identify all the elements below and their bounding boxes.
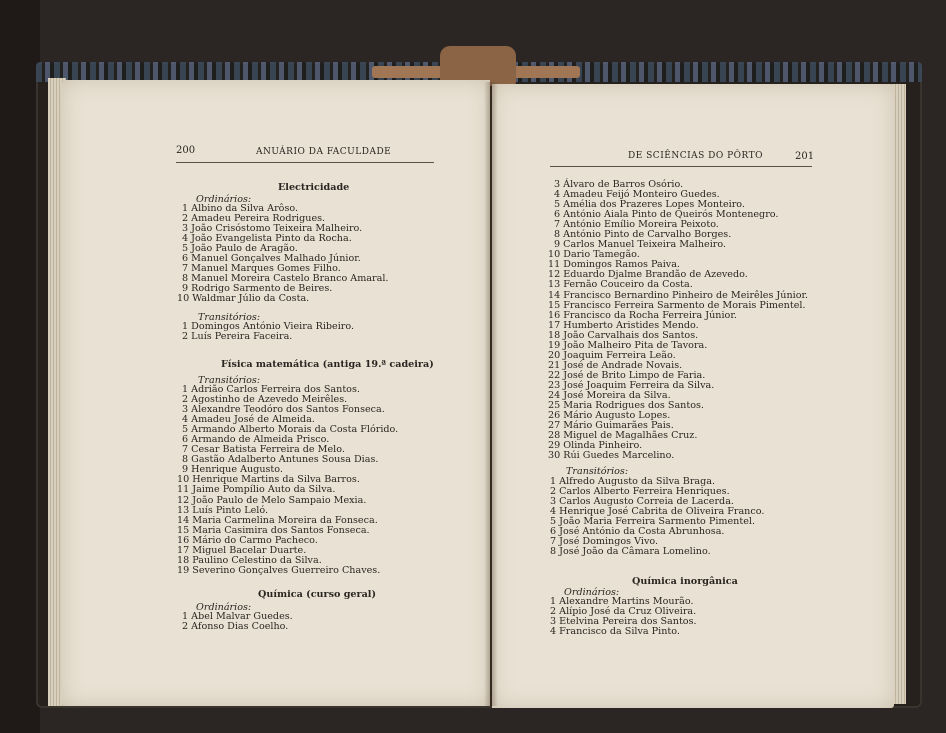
- backdrop: [0, 0, 40, 733]
- list-item: 4 Amadeu José de Almeida.: [182, 414, 315, 426]
- list-quimica-inorganica-ordinarios: [550, 597, 697, 637]
- list-item: 19 Severino Gonçalves Guerreiro Chaves.: [177, 564, 381, 576]
- list-item: 4 Henrique José Cabrita de Oliveira Franco.: [550, 506, 765, 518]
- list-item: 3 Álvaro de Barros Osório.: [554, 179, 684, 190]
- book-gutter: [484, 82, 498, 706]
- list-item: 4 Amadeu Feijó Monteiro Guedes.: [554, 189, 720, 201]
- list-item: 18 Paulino Celestino da Silva.: [177, 554, 322, 566]
- list-item: 3 Etelvina Pereira dos Santos.: [550, 616, 697, 628]
- list-item: 13 Fernão Couceiro da Costa.: [548, 279, 693, 291]
- list-item: 10 Waldmar Júlio da Costa.: [177, 293, 310, 305]
- list-item: 6 Manuel Gonçalves Malhado Júnior.: [182, 253, 361, 265]
- list-quimica-ordinarios-continued: [548, 179, 809, 462]
- list-item: 1 Albino da Silva Arôso.: [182, 203, 299, 214]
- right-page-number: 201: [795, 151, 815, 162]
- list-item: 2 Alípio José da Cruz Oliveira.: [550, 606, 697, 618]
- list-item: 6 Armando de Almeida Prisco.: [182, 434, 330, 446]
- right-running-header: DE SCIÊNCIAS DO PÔRTO: [628, 151, 764, 161]
- section-heading-electricidade: Electricidade: [278, 182, 350, 193]
- list-item: 28 Miguel de Magalhães Cruz.: [548, 430, 698, 442]
- list-item: 15 Maria Casimira dos Santos Fonseca.: [177, 524, 370, 536]
- list-item: 18 João Carvalhais dos Santos.: [548, 329, 699, 341]
- list-item: 5 João Paulo de Aragão.: [182, 243, 298, 255]
- list-item: 14 Francisco Bernardino Pinheiro de Meirêles Júnior.: [548, 289, 809, 301]
- list-item: 5 Armando Alberto Morais da Costa Flórido.: [182, 424, 399, 436]
- list-item: 10 Dario Tamegão.: [548, 249, 640, 261]
- list-item: 23 José Joaquim Ferreira da Silva.: [548, 379, 715, 391]
- section-heading-quimica-inorganica: Química inorgânica: [632, 576, 738, 587]
- list-item: 9 Rodrigo Sarmento de Beires.: [182, 283, 333, 295]
- list-item: 30 Rúi Guedes Marcelino.: [548, 450, 675, 462]
- list-item: 12 Eduardo Djalme Brandão de Azevedo.: [548, 269, 748, 281]
- list-item: 7 António Emílio Moreira Peixoto.: [554, 219, 719, 231]
- section-heading-fisica-matematica: Física matemática (antiga 19.ª cadeira): [221, 359, 434, 370]
- list-item: 14 Maria Carmelina Moreira da Fonseca.: [177, 514, 378, 526]
- list-item: 5 Amélia dos Prazeres Lopes Monteiro.: [554, 199, 745, 211]
- list-fisica-transitorios: [177, 384, 399, 576]
- list-item: 1 Alfredo Augusto da Silva Braga.: [550, 476, 716, 487]
- list-item: 7 Manuel Marques Gomes Filho.: [182, 263, 341, 275]
- list-item: 11 Jaime Pompílio Auto da Silva.: [177, 484, 336, 496]
- list-item: 3 Alexandre Teodóro dos Santos Fonseca.: [182, 404, 385, 416]
- list-item: 17 Miguel Bacelar Duarte.: [177, 544, 307, 556]
- list-item: 17 Humberto Aristides Mendo.: [548, 319, 699, 331]
- list-item: 1 Adrião Carlos Ferreira dos Santos.: [182, 384, 360, 395]
- list-item: 5 João Maria Ferreira Sarmento Pimentel.: [550, 516, 756, 528]
- list-item: 12 João Paulo de Melo Sampaio Mexia.: [177, 494, 367, 506]
- list-item: 9 Carlos Manuel Teixeira Malheiro.: [554, 239, 727, 251]
- right-header-rule: [550, 166, 812, 167]
- group-label-transitorios: Transitórios:: [566, 466, 629, 477]
- section-heading-quimica-curso-geral: Química (curso geral): [258, 589, 376, 600]
- list-item: 2 Amadeu Pereira Rodrigues.: [182, 213, 326, 225]
- list-item: 2 Carlos Alberto Ferreira Henriques.: [550, 486, 730, 498]
- list-item: 4 João Evangelista Pinto da Rocha.: [182, 233, 352, 245]
- list-item: 3 João Crisóstomo Teixeira Malheiro.: [182, 223, 363, 235]
- list-item: 7 Cesar Batista Ferreira de Melo.: [182, 444, 345, 456]
- list-item: 8 José João da Câmara Lomelino.: [550, 546, 711, 558]
- left-page-number: 200: [176, 145, 196, 156]
- list-item: 27 Mário Guimarães Pais.: [548, 420, 674, 432]
- list-quimica-ordinarios: [182, 612, 293, 632]
- list-item: 2 Afonso Dias Coelho.: [182, 621, 289, 633]
- list-item: 22 José de Brito Limpo de Faria.: [548, 369, 706, 381]
- list-item: 1 Alexandre Martins Mourão.: [550, 596, 694, 607]
- list-item: 10 Henrique Martins da Silva Barros.: [177, 474, 360, 486]
- list-electricidade-ordinarios: [177, 203, 389, 305]
- list-item: 1 Domingos António Vieira Ribeiro.: [182, 321, 355, 332]
- list-item: 1 Abel Malvar Guedes.: [182, 611, 293, 622]
- list-electricidade-transitorios: [182, 322, 354, 342]
- list-item: 2 Luís Pereira Faceira.: [182, 331, 293, 343]
- list-item: 20 Joaquim Ferreira Leão.: [548, 349, 676, 361]
- group-label-ordinarios: Ordinários:: [196, 194, 252, 205]
- list-item: 8 Gastão Adalberto Antunes Sousa Dias.: [182, 454, 379, 466]
- group-label-ordinarios: Ordinários:: [564, 587, 620, 598]
- list-item: 7 José Domingos Vivo.: [550, 536, 659, 548]
- list-item: 15 Francisco Ferreira Sarmento de Morais Pimentel.: [548, 299, 806, 311]
- group-label-transitorios: Transitórios:: [198, 375, 261, 386]
- list-item: 26 Mário Augusto Lopes.: [548, 410, 671, 422]
- list-quimica-transitorios: [550, 477, 764, 557]
- group-label-transitorios: Transitórios:: [198, 312, 261, 323]
- left-header-rule: [176, 162, 434, 163]
- list-item: 4 Francisco da Silva Pinto.: [550, 626, 680, 638]
- list-item: 19 João Malheiro Pita de Tavora.: [548, 339, 708, 351]
- list-item: 2 Agostinho de Azevedo Meirêles.: [182, 394, 348, 406]
- list-item: 9 Henrique Augusto.: [182, 464, 283, 476]
- list-item: 6 António Aiala Pinto de Queirós Montenegro.: [554, 209, 779, 221]
- list-item: 8 António Pinto de Carvalho Borges.: [554, 229, 732, 241]
- group-label-ordinarios: Ordinários:: [196, 602, 252, 613]
- list-item: 11 Domingos Ramos Paiva.: [548, 259, 680, 271]
- list-item: 8 Manuel Moreira Castelo Branco Amaral.: [182, 273, 389, 285]
- list-item: 13 Luís Pinto Leló.: [177, 504, 269, 516]
- list-item: 24 José Moreira da Silva.: [548, 389, 671, 401]
- list-item: 16 Mário do Carmo Pacheco.: [177, 534, 318, 546]
- list-item: 16 Francisco da Rocha Ferreira Júnior.: [548, 309, 737, 321]
- list-item: 21 José de Andrade Novais.: [548, 359, 683, 371]
- right-page-edges: [892, 84, 906, 704]
- list-item: 29 Olinda Pinheiro.: [548, 440, 643, 452]
- list-item: 6 José António da Costa Abrunhosa.: [550, 526, 725, 538]
- list-item: 3 Carlos Augusto Correia de Lacerda.: [550, 496, 734, 508]
- list-item: 25 Maria Rodrigues dos Santos.: [548, 400, 704, 412]
- left-running-header: ANUÁRIO DA FACULDADE: [256, 147, 392, 157]
